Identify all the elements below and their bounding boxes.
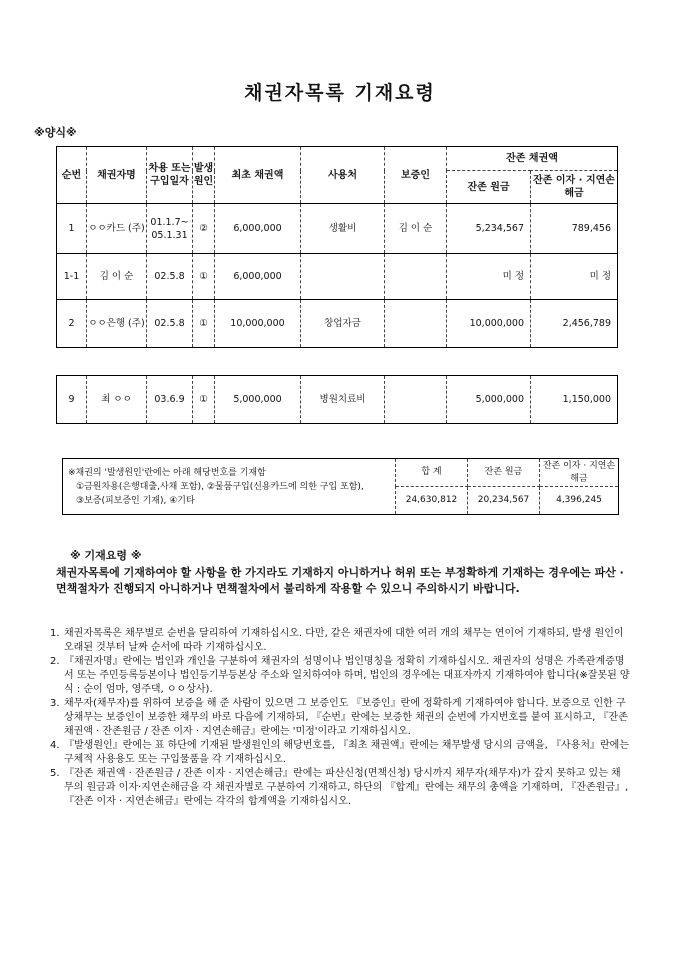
row-guarantor <box>385 300 447 348</box>
creditor-table <box>56 146 618 348</box>
header-principal: 잔존 원금 <box>447 171 531 204</box>
total-value: 24,630,812 <box>396 487 468 515</box>
row-cause: ② <box>193 204 215 254</box>
row-cause: ① <box>193 376 215 424</box>
header-use: 사용처 <box>301 147 385 204</box>
row-cause: ① <box>193 300 215 348</box>
row-interest: 789,456 <box>531 204 618 254</box>
instructions-list <box>50 627 630 809</box>
interest-sum-label: 잔존 이자 · 지연손해금 <box>540 459 619 487</box>
list-item <box>50 627 630 655</box>
row-interest: 1,150,000 <box>531 376 618 424</box>
creditor-table-continued <box>56 375 618 424</box>
row-use: 창업자금 <box>301 300 385 348</box>
item-number: 3. <box>50 698 60 709</box>
list-item <box>50 739 630 767</box>
header-no: 순번 <box>57 147 87 204</box>
row-use: 병원치료비 <box>301 376 385 424</box>
row-creditor: 김 이 순 <box>87 254 147 300</box>
item-number: 4. <box>50 740 60 751</box>
row-creditor: 최 ㅇㅇ <box>87 376 147 424</box>
total-label: 합 계 <box>396 459 468 487</box>
row-no: 2 <box>57 300 87 348</box>
row-no: 1 <box>57 204 87 254</box>
list-item <box>50 655 630 697</box>
table-row <box>57 254 618 300</box>
item-text: 『잔존 채권액 · 잔존원금 / 잔존 이자 · 지연손해금』란에는 파산신청(면책신청) 당시까지 채무자(채무자)가 갚지 못하고 있는 채무의 원금과 이자·지연손해금을 각 채권자별로 구분하여 기재하고, 하단의 『합계』란에는 채무의 총액을 기재하며, 『잔존원금』, 『잔존 이자 · 지연손해금』란에는 각각의 합계액을 기재하십시오. <box>64 768 629 807</box>
list-item <box>50 697 630 739</box>
header-guarantor: 보증인 <box>385 147 447 204</box>
item-text: 채권자목록은 채무별로 순번을 달리하여 기재하십시오. 다만, 같은 채권자에 대한 여러 개의 채무는 연이어 기재하되, 발생 원인이 오래된 것부터 날짜 순서에 따라 기재하십시오. <box>64 628 624 653</box>
row-use: 생활비 <box>301 204 385 254</box>
row-initial: 5,000,000 <box>215 376 301 424</box>
row-date: 01.1.7~ 05.1.31 <box>147 204 193 254</box>
principal-sum-label: 잔존 원금 <box>468 459 540 487</box>
item-number: 1. <box>50 628 60 639</box>
header-date: 차용 또는 구입일자 <box>147 147 193 204</box>
row-creditor: ㅇㅇ은행 (주) <box>87 300 147 348</box>
header-remain: 잔존 채권액 <box>447 147 618 171</box>
item-text: 『채권자명』란에는 법인과 개인을 구분하여 채권자의 성명이나 법인명칭을 정확히 기재하십시오. 채권자의 성명은 가족관계증명서 또는 주민등록등본이나 법인등기부등본상 주소와 일치하여야 하며, 법인의 경우에는 대표자까지 기재하여야 합니다(※잘못된 양식 : 순이 엄마, 영주댁, ㅇㅇ상사). <box>64 656 630 695</box>
cause-legend-line3: ③보증(피보증인 기재), ④기타 <box>76 495 195 506</box>
row-date: 03.6.9 <box>147 376 193 424</box>
warning-text: 채권자목록에 기재하여야 할 사항을 한 가지라도 기재하지 아니하거나 허위 또는 부정확하게 기재하는 경우에는 파산 · 면책절차가 진행되지 아니하거나 면책절차에서 불리하게 작용할 수 있으니 주의하시기 바랍니다. <box>56 566 624 595</box>
row-principal: 5,234,567 <box>447 204 531 254</box>
row-cause: ① <box>193 254 215 300</box>
row-no: 9 <box>57 376 87 424</box>
table-row <box>57 376 618 424</box>
cause-legend <box>63 459 396 515</box>
summary-table <box>62 458 619 515</box>
item-text: 채무자(채무자)를 위하여 보증을 해 준 사람이 있으면 그 보증인도 『보증인』란에 정확하게 기재하여야 합니다. 보증으로 인한 구상채무는 보증인이 보증한 채무의 바로 다음에 기재하되, 『순번』란에는 보증한 채권의 순번에 가지번호를 붙여 표시하고, 『잔존채권액 · 잔존원금 / 잔존 이자 · 지연손해금』란에는 '미정'이라고 기재하십시오. <box>64 698 628 737</box>
row-initial: 10,000,000 <box>215 300 301 348</box>
header-cause: 발생원인 <box>193 147 215 204</box>
row-initial: 6,000,000 <box>215 204 301 254</box>
row-creditor: ㅇㅇ카드 (주) <box>87 204 147 254</box>
row-date: 02.5.8 <box>147 300 193 348</box>
header-initial: 최초 채권액 <box>215 147 301 204</box>
row-principal: 5,000,000 <box>447 376 531 424</box>
table-row <box>57 204 618 254</box>
item-number: 2. <box>50 656 60 667</box>
row-guarantor <box>385 376 447 424</box>
interest-sum-value: 4,396,245 <box>540 487 619 515</box>
row-initial: 6,000,000 <box>215 254 301 300</box>
row-guarantor: 김 이 순 <box>385 204 447 254</box>
cause-legend-line1: ※채권의 '발생원인'란에는 아래 해당번호를 기재함 <box>68 467 266 478</box>
principal-sum-value: 20,234,567 <box>468 487 540 515</box>
instructions-heading: ※ 기재요령 ※ <box>70 549 142 562</box>
row-principal: 미 정 <box>447 254 531 300</box>
item-number: 5. <box>50 768 60 779</box>
row-interest: 2,456,789 <box>531 300 618 348</box>
cause-legend-line2: ①금원차용(은행대출,사채 포함), ②물품구입(신용카드에 의한 구입 포함), <box>76 481 364 492</box>
row-guarantor <box>385 254 447 300</box>
row-principal: 10,000,000 <box>447 300 531 348</box>
form-label: ※양식※ <box>34 126 77 139</box>
item-text: 『발생원인』란에는 표 하단에 기재된 발생원인의 해당번호를, 『최초 채권액』란에는 채무발생 당시의 금액을, 『사용처』란에는 구체적 사용용도 또는 구입물품을 각 기재하십시오. <box>64 740 630 765</box>
header-interest: 잔존 이자 · 지연손해금 <box>531 171 618 204</box>
header-creditor: 채권자명 <box>87 147 147 204</box>
row-date: 02.5.8 <box>147 254 193 300</box>
page-title: 채권자목록 기재요령 <box>244 82 436 104</box>
row-interest: 미 정 <box>531 254 618 300</box>
row-use <box>301 254 385 300</box>
row-no: 1-1 <box>57 254 87 300</box>
table-row <box>57 300 618 348</box>
list-item <box>50 767 630 809</box>
